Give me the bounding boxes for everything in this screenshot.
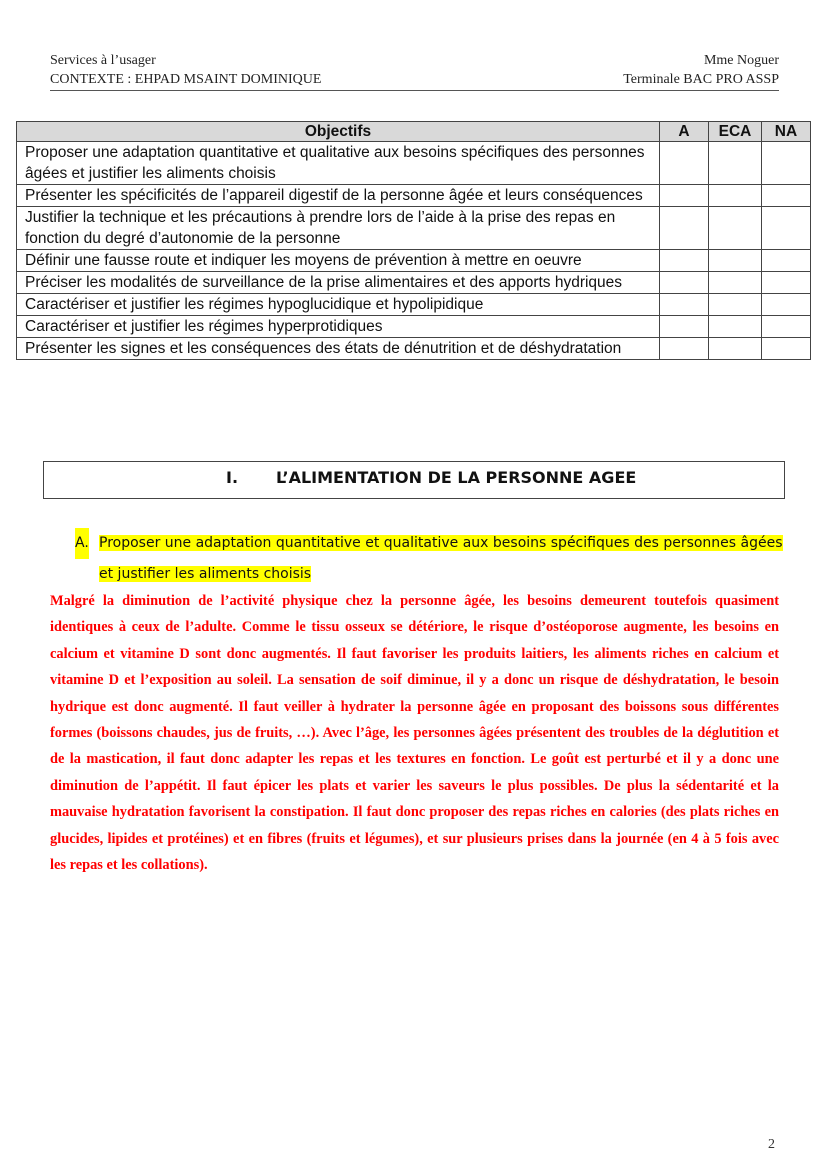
objective-cell: Caractériser et justifier les régimes hypoglucidique et hypolipidique — [17, 294, 660, 316]
table-row — [17, 294, 811, 316]
header-subject: Services à l’usager — [50, 53, 156, 68]
cell-a[interactable] — [660, 250, 709, 272]
subsection-heading — [75, 528, 785, 590]
objective-cell: Définir une fausse route et indiquer les moyens de prévention à mettre en oeuvre — [17, 250, 660, 272]
cell-a[interactable] — [660, 294, 709, 316]
cell-a[interactable] — [660, 207, 709, 250]
cell-a[interactable] — [660, 272, 709, 294]
subsection-letter: A. — [75, 528, 89, 559]
cell-a[interactable] — [660, 142, 709, 185]
objective-cell: Présenter les spécificités de l’appareil digestif de la personne âgée et leurs conséquences — [17, 185, 660, 207]
cell-na[interactable] — [762, 250, 811, 272]
cell-eca[interactable] — [709, 142, 762, 185]
cell-a[interactable] — [660, 185, 709, 207]
header-divider — [50, 90, 779, 91]
page-number: 2 — [768, 1137, 775, 1152]
page-header — [50, 51, 779, 91]
cell-eca[interactable] — [709, 250, 762, 272]
column-header-na: NA — [762, 122, 811, 142]
objectives-table — [16, 121, 811, 360]
cell-a[interactable] — [660, 316, 709, 338]
cell-eca[interactable] — [709, 316, 762, 338]
header-context: CONTEXTE : EHPAD MSAINT DOMINIQUE — [50, 72, 322, 87]
table-row — [17, 272, 811, 294]
table-row — [17, 338, 811, 360]
cell-na[interactable] — [762, 294, 811, 316]
cell-eca[interactable] — [709, 294, 762, 316]
subsection-title: Proposer une adaptation quantitative et qualitative aux besoins spécifiques des personnes âgées et justifier les aliments choisis — [99, 535, 783, 582]
cell-a[interactable] — [660, 338, 709, 360]
objective-cell: Proposer une adaptation quantitative et qualitative aux besoins spécifiques des personnes âgées et justifier les aliments choisis — [17, 142, 660, 185]
cell-na[interactable] — [762, 185, 811, 207]
table-row — [17, 185, 811, 207]
answer-paragraph: Malgré la diminution de l’activité physique chez la personne âgée, les besoins demeurent toutefois quasiment identiques à ceux de l’adulte. Comme le tissu osseux se détériore, le risque d’ostéoporose augmente, les besoins en calcium et vitamine D sont donc augmentés. Il faut favoriser les produits laitiers, les aliments riches en calcium et vitamine D et l’exposition au soleil. La sensation de soif diminue, il y a donc un risque de déshydratation, le besoin hydrique est donc augmenté. Il faut veiller à hydrater la personne âgée en proposant des boissons sous différentes formes (boissons chaudes, jus de fruits, …). Avec l’âge, les personnes âgées présentent des troubles de la déglutition et de la mastication, il faut donc adapter les repas et les textures en fonction. Le goût est perturbé et il y a donc une diminution de l’appétit. Il faut épicer les plats et varier les saveurs le plus possibles. De plus la sédentarité et la mauvaise hydratation favorisent la constipation. Il faut donc proposer des repas riches en calories (des plats riches en glucides, lipides et protéines) et en fibres (fruits et légumes), et sur plusieurs prises dans la journée (en 4 à 5 fois avec les repas et les collations). — [50, 593, 779, 874]
section-number: I. — [226, 468, 239, 487]
section-title: L’ALIMENTATION DE LA PERSONNE AGEE — [276, 468, 637, 487]
section-heading — [43, 461, 785, 499]
objective-cell: Préciser les modalités de surveillance de la prise alimentaires et des apports hydriques — [17, 272, 660, 294]
column-header-eca: ECA — [709, 122, 762, 142]
cell-na[interactable] — [762, 316, 811, 338]
table-row — [17, 250, 811, 272]
table-header-row — [17, 122, 811, 142]
cell-na[interactable] — [762, 272, 811, 294]
table-row — [17, 142, 811, 185]
cell-na[interactable] — [762, 338, 811, 360]
column-header-a: A — [660, 122, 709, 142]
column-header-objectifs: Objectifs — [17, 122, 660, 142]
table-row — [17, 316, 811, 338]
cell-eca[interactable] — [709, 272, 762, 294]
objective-cell: Caractériser et justifier les régimes hyperprotidiques — [17, 316, 660, 338]
cell-na[interactable] — [762, 207, 811, 250]
cell-na[interactable] — [762, 142, 811, 185]
objective-cell: Justifier la technique et les précautions à prendre lors de l’aide à la prise des repas en fonction du degré d’autonomie de la personne — [17, 207, 660, 250]
cell-eca[interactable] — [709, 338, 762, 360]
cell-eca[interactable] — [709, 185, 762, 207]
header-class: Terminale BAC PRO ASSP — [623, 72, 779, 87]
cell-eca[interactable] — [709, 207, 762, 250]
objective-cell: Présenter les signes et les conséquences des états de dénutrition et de déshydratation — [17, 338, 660, 360]
table-row — [17, 207, 811, 250]
header-teacher: Mme Noguer — [703, 53, 779, 68]
